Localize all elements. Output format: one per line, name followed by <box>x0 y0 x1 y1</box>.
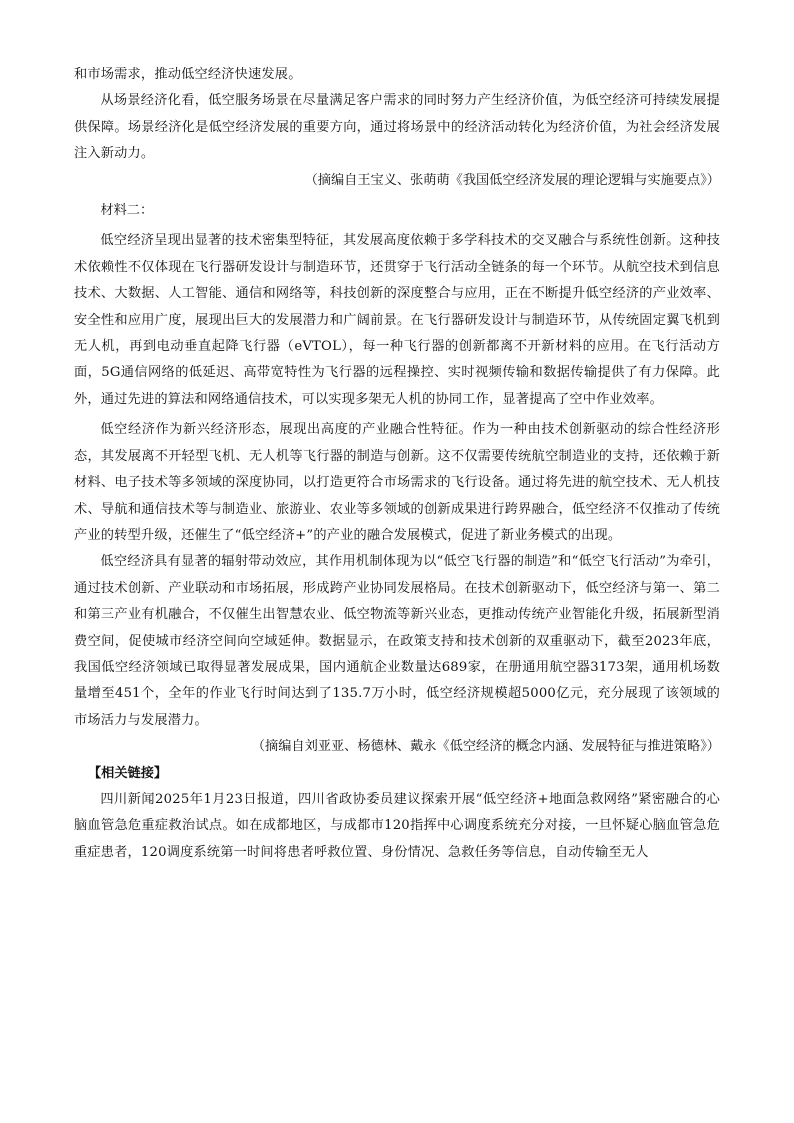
paragraph-sichuan-news: 四川新闻2025年1月23日报道，四川省政协委员建议探索开展“低空经济+地面急救网络”紧密融合的心脑血管急危重症救治试点。如在成都地区，与成都市120指挥中心调度系统充分对接，一旦怀疑心脑血管急危重症患者，120调度系统第一时间将患者呼救位置、身份情况、急救任务等信息，自动传输至无人 <box>74 791 720 860</box>
source-citation-2: （摘编自刘亚亚、杨德林、戴永《低空经济的概念内涵、发展特征与推进策略》） <box>251 739 720 755</box>
paragraph-technology-intensive: 低空经济呈现出显著的技术密集型特征，其发展高度依赖于多学科技术的交叉融合与系统性创新。这种技术依赖性不仅体现在飞行器研发设计与制造环节，还贯穿于飞行活动全链条的每一个环节。从航空技术到信息技术、大数据、人工智能、通信和网络等，科技创新的深度整合与应用，正在不断提升低空经济的产业效率、安全性和应用广度，展现出巨大的发展潜力和广阔前景。在飞行器研发设计与制造环节，从传统固定翼飞机到无人机，再到电动垂直起降飞行器（eVTOL），每一种飞行器的创新都离不开新材料的应用。在飞行活动方面，5G通信网络的低延迟、高带宽特性为飞行器的远程操控、实时视频传输和数据传输提供了有力保障。此外，通过先进的算法和网络通信技术，可以实现多架无人机的协同工作，显著提高了空中作业效率。 <box>74 233 720 407</box>
paragraph-scene-economy: 从场景经济化看，低空服务场景在尽量满足客户需求的同时努力产生经济价值，为低空经济可持续发展提供保障。场景经济化是低空经济发展的重要方向，通过将场景中的经济活动转化为经济价值，为社会经济发展注入新动力。 <box>74 93 720 162</box>
related-link-heading: 【相关链接】 <box>88 765 168 781</box>
source-citation-1: （摘编自王宝义、张萌萌《我国低空经济发展的理论逻辑与实施要点》） <box>304 172 720 188</box>
paragraph-radiation-effect: 低空经济具有显著的辐射带动效应，其作用机制体现为以“低空飞行器的制造”和“低空飞行活动”为牵引，通过技术创新、产业联动和市场拓展，形成跨产业协同发展格局。在技术创新驱动下，低空经济与第一、第二和第三产业有机融合，不仅催生出智慧农业、低空物流等新兴业态，更推动传统产业智能化升级，拓展新型消费空间，促使城市经济空间向空域延伸。数据显示，在政策支持和技术创新的双重驱动下，截至2023年底，我国低空经济领域已取得显著发展成果，国内通航企业数量达689家，在册通用航空器3173架，通用机场数量增至451个，全年的作业飞行时间达到了135.7万小时，低空经济规模超5000亿元，充分展现了该领域的市场活力与发展潜力。 <box>74 554 720 728</box>
paragraph-continuation: 和市场需求，推动低空经济快速发展。 <box>74 67 302 82</box>
material-two-heading: 材料二： <box>100 203 154 219</box>
paragraph-industry-integration: 低空经济作为新兴经济形态，展现出高度的产业融合性特征。作为一种由技术创新驱动的综合性经济形态，其发展离不开轻型飞机、无人机等飞行器的制造与创新。这不仅需要传统航空制造业的支持，还依赖于新材料、电子技术等多领域的深度协同，以打造更符合市场需求的飞行设备。通过将先进的航空技术、无人机技术、导航和通信技术等与制造业、旅游业、农业等多领域的创新成果进行跨界融合，低空经济不仅推动了传统产业的转型升级，还催生了“低空经济+”的产业的融合发展模式，促进了新业务模式的出现。 <box>74 422 720 543</box>
document-page <box>74 62 720 866</box>
